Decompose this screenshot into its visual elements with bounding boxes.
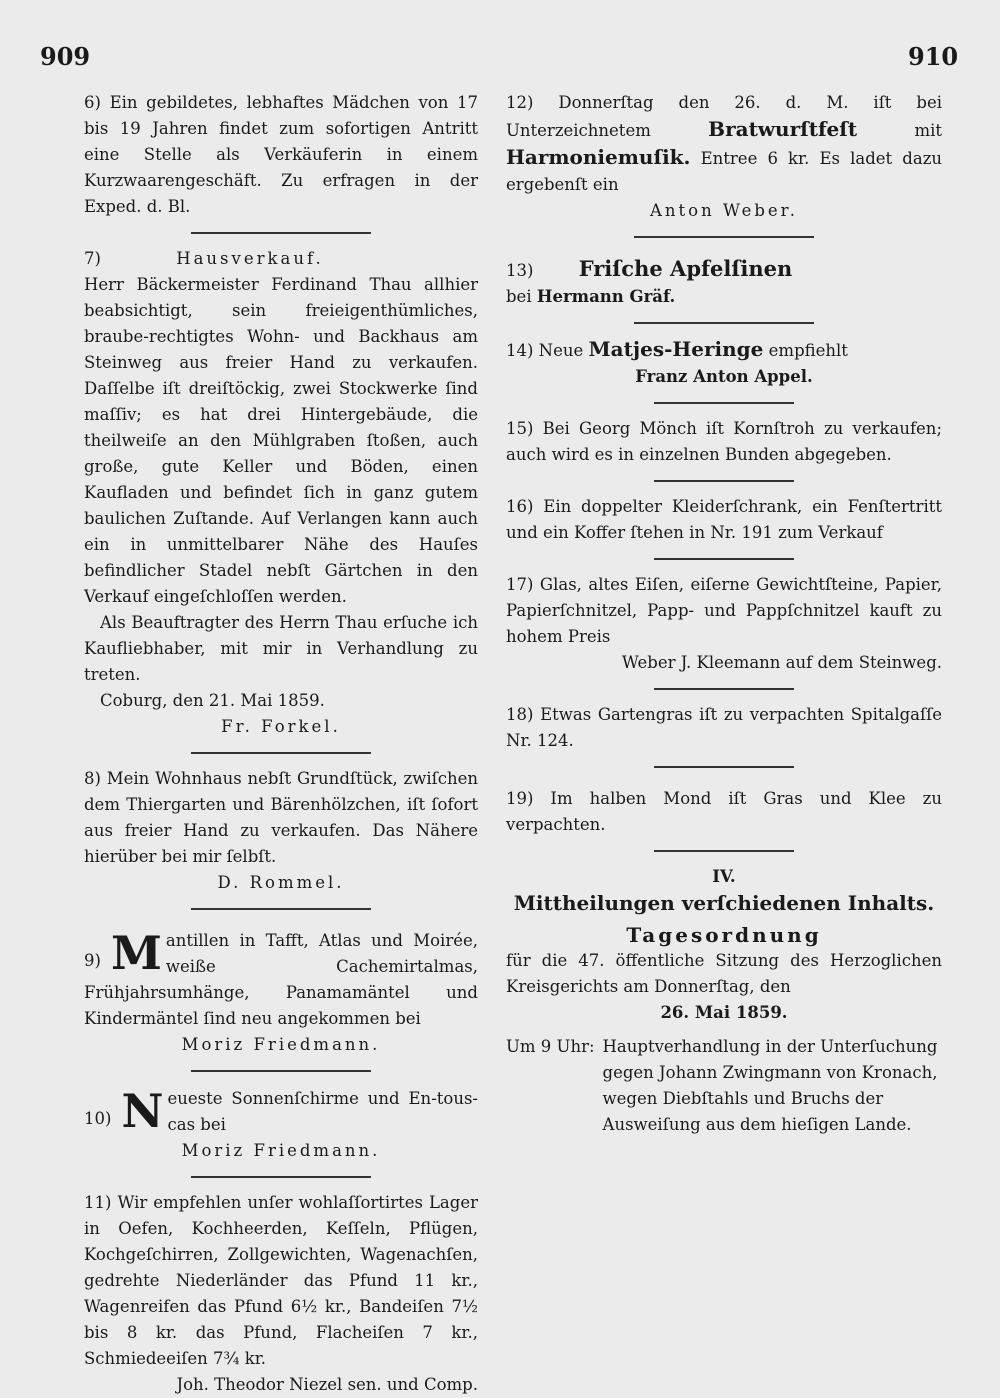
ad-9 bbox=[84, 928, 478, 1058]
ad-8-signature: D. Rommel. bbox=[217, 873, 345, 892]
separator-rule bbox=[191, 232, 371, 234]
separator-rule bbox=[654, 480, 794, 482]
ad-18 bbox=[506, 702, 942, 754]
ad-7-number: 7) bbox=[84, 249, 101, 268]
ad-11-text: 11) Wir empfehlen unſer wohlaſſortirtes Lager in Oefen, Kochheerden, Keſſeln, Pflügen, Kochgeſchirren, Zollgewichten, Wagenachſen, gedrehte Niederländer das Pfund 11 kr., Wagenreifen das Pfund 6½ kr., Bandeiſen 7½ bis 8 kr. das Pfund, Flacheiſen 7 kr., Schmiedeeiſen 7¾ kr. bbox=[84, 1193, 478, 1368]
ad-15-text: 15) Bei Georg Mönch iſt Kornſtroh zu verkaufen; auch wird es in einzelnen Bunden abgegeben. bbox=[506, 419, 942, 464]
ad-12-signature: Anton Weber. bbox=[649, 201, 798, 220]
separator-rule bbox=[191, 908, 371, 910]
ad-13-title: Friſche Apfelſinen bbox=[578, 256, 793, 281]
ad-17-signature: Weber J. Kleemann auf dem Steinweg. bbox=[621, 653, 942, 672]
ad-11-signature: Joh. Theodor Niezel sen. und Comp. bbox=[176, 1375, 478, 1394]
ad-19 bbox=[506, 786, 942, 838]
ad-10 bbox=[84, 1086, 478, 1164]
drop-cap-n: N bbox=[121, 1084, 164, 1138]
ad-11 bbox=[84, 1190, 478, 1398]
separator-rule bbox=[191, 752, 371, 754]
section-number: IV. bbox=[712, 867, 736, 886]
ad-9-signature: Moriz Friedmann. bbox=[181, 1035, 381, 1054]
separator-rule bbox=[191, 1176, 371, 1178]
ad-6 bbox=[84, 90, 478, 220]
ad-8-text: 8) Mein Wohnhaus nebſt Grundſtück, zwiſchen dem Thiergarten und Bärenhölzchen, iſt ſofort aus freier Hand zu verkaufen. Das Nähere hierüber bei mir ſelbſt. bbox=[84, 769, 478, 866]
ad-7-heading bbox=[84, 246, 478, 272]
ad-12-text bbox=[506, 90, 942, 198]
ad-12-intro: 12) Donnerſtag den 26. d. M. iſt bei Unterzeichnetem bbox=[506, 93, 942, 140]
ad-7-body2: Als Beauftragter des Herrn Thau erſuche ich Kaufliebhaber, mit mir in Verhandlung zu treten. bbox=[84, 613, 478, 684]
agenda-item bbox=[506, 1034, 942, 1138]
separator-rule bbox=[654, 766, 794, 768]
separator-rule bbox=[634, 236, 814, 238]
separator-rule bbox=[634, 322, 814, 324]
ad-17 bbox=[506, 572, 942, 676]
separator-rule bbox=[191, 1070, 371, 1072]
ad-7-date: Coburg, den 21. Mai 1859. bbox=[100, 691, 325, 710]
ad-19-text: 19) Im halben Mond iſt Gras und Klee zu verpachten. bbox=[506, 789, 942, 834]
agenda-date: 26. Mai 1859. bbox=[660, 1003, 788, 1022]
separator-rule bbox=[654, 850, 794, 852]
ad-13-name: Hermann Gräf. bbox=[536, 287, 676, 306]
ad-14-signature: Franz Anton Appel. bbox=[635, 367, 813, 386]
ad-12 bbox=[506, 90, 942, 224]
ad-13 bbox=[506, 256, 942, 310]
ad-12-entry: Entree 6 kr. Es ladet dazu ergebenſt ein bbox=[506, 149, 943, 194]
agenda-text: für die 47. öffentliche Sitzung des Herzoglichen Kreisgerichts am Donnerſtag, den bbox=[506, 951, 942, 996]
ad-10-text bbox=[84, 1086, 478, 1138]
separator-rule bbox=[654, 688, 794, 690]
separator-rule bbox=[654, 402, 794, 404]
ad-16-text: 16) Ein doppelter Kleiderſchrank, ein Fenſtertritt und ein Koffer ſtehen in Nr. 191 zum Verkauf bbox=[506, 497, 942, 542]
ad-9-number: 9) bbox=[84, 951, 101, 970]
ad-12-with: mit bbox=[914, 121, 942, 140]
ad-13-number: 13) bbox=[506, 261, 534, 280]
ad-14 bbox=[506, 336, 942, 390]
ad-9-text bbox=[84, 928, 478, 1032]
agenda-heading: Tagesordnung bbox=[626, 923, 822, 947]
ad-14-intro: 14) Neue bbox=[506, 341, 584, 360]
ad-12-event: Bratwurſtfeſt bbox=[708, 117, 858, 141]
separator-rule bbox=[654, 558, 794, 560]
drop-cap-m: M bbox=[110, 926, 162, 980]
ad-13-line bbox=[506, 284, 942, 310]
section-title: Mittheilungen verſchiedenen Inhalts. bbox=[513, 891, 935, 915]
ad-15 bbox=[506, 416, 942, 468]
ad-10-number: 10) bbox=[84, 1109, 112, 1128]
ad-8 bbox=[84, 766, 478, 896]
ad-10-signature: Moriz Friedmann. bbox=[181, 1141, 381, 1160]
ad-14-verb: empfiehlt bbox=[768, 341, 848, 360]
ad-17-text: 17) Glas, altes Eiſen, eiſerne Gewichtſteine, Papier, Papierſchnitzel, Papp- und Pappſchnitzel kauft zu hohem Preis bbox=[506, 575, 942, 646]
ad-7-body: Herr Bäckermeister Ferdinand Thau allhier beabsichtigt, sein freieigenthümliches, braube-rechtigtes Wohn- und Backhaus am Steinweg aus freier Hand zu verkaufen. Daſſelbe iſt dreiſtöckig, zwei Stockwerke ſind maſſiv; es hat drei Hintergebäude, die theilweiſe an den Mühlgraben ſtoßen, auch große, gute Keller und Böden, einen Kaufladen und befindet ſich in ganz gutem baulichen Zuſtande. Auf Verlangen kann auch ein in unmittelbarer Nähe des Hauſes befindlicher Stadel nebſt Gärtchen in den Verkauf eingeſchloſſen werden. bbox=[84, 275, 478, 606]
agenda-item-text: Hauptverhandlung in der Unterſuchung gegen Johann Zwingmann von Kronach, wegen Diebſtahls und Bruchs der Ausweiſung aus dem hieſigen Lande. bbox=[602, 1037, 938, 1134]
ad-7-signature: Fr. Forkel. bbox=[221, 717, 341, 736]
ad-14-text bbox=[506, 336, 942, 364]
ad-7 bbox=[84, 246, 478, 740]
section-iv bbox=[506, 864, 942, 1138]
ad-6-text: 6) Ein gebildetes, lebhaftes Mädchen von 17 bis 19 Jahren findet zum sofortigen Antritt eine Stelle als Verkäuferin in einem Kurzwaarengeschäft. Zu erfragen in der Exped. d. Bl. bbox=[84, 93, 478, 216]
page-number-right: 910 bbox=[908, 42, 959, 71]
ad-16 bbox=[506, 494, 942, 546]
ad-7-title: Hausverkauf. bbox=[176, 249, 324, 268]
right-column bbox=[506, 90, 942, 1138]
agenda-time: Um 9 Uhr: bbox=[506, 1037, 595, 1056]
ad-14-product: Matjes-Heringe bbox=[588, 337, 764, 361]
ad-12-music: Harmoniemuſik. bbox=[506, 145, 691, 169]
ad-13-heading bbox=[506, 256, 942, 284]
ad-18-text: 18) Etwas Gartengras iſt zu verpachten Spitalgaſſe Nr. 124. bbox=[506, 705, 942, 750]
ad-10-body: euestе Sonnenſchirme und En-tous-cas bei bbox=[167, 1089, 478, 1134]
left-column bbox=[84, 90, 478, 1398]
ad-9-body: antillen in Tafft, Atlas und Moirée, weiße Cachemirtalmas, Frühjahrsumhänge, Panamamäntel und Kindermäntel ſind neu angekommen bei bbox=[84, 931, 478, 1028]
page-number-left: 909 bbox=[40, 42, 91, 71]
ad-13-pre: bei bbox=[506, 287, 532, 306]
